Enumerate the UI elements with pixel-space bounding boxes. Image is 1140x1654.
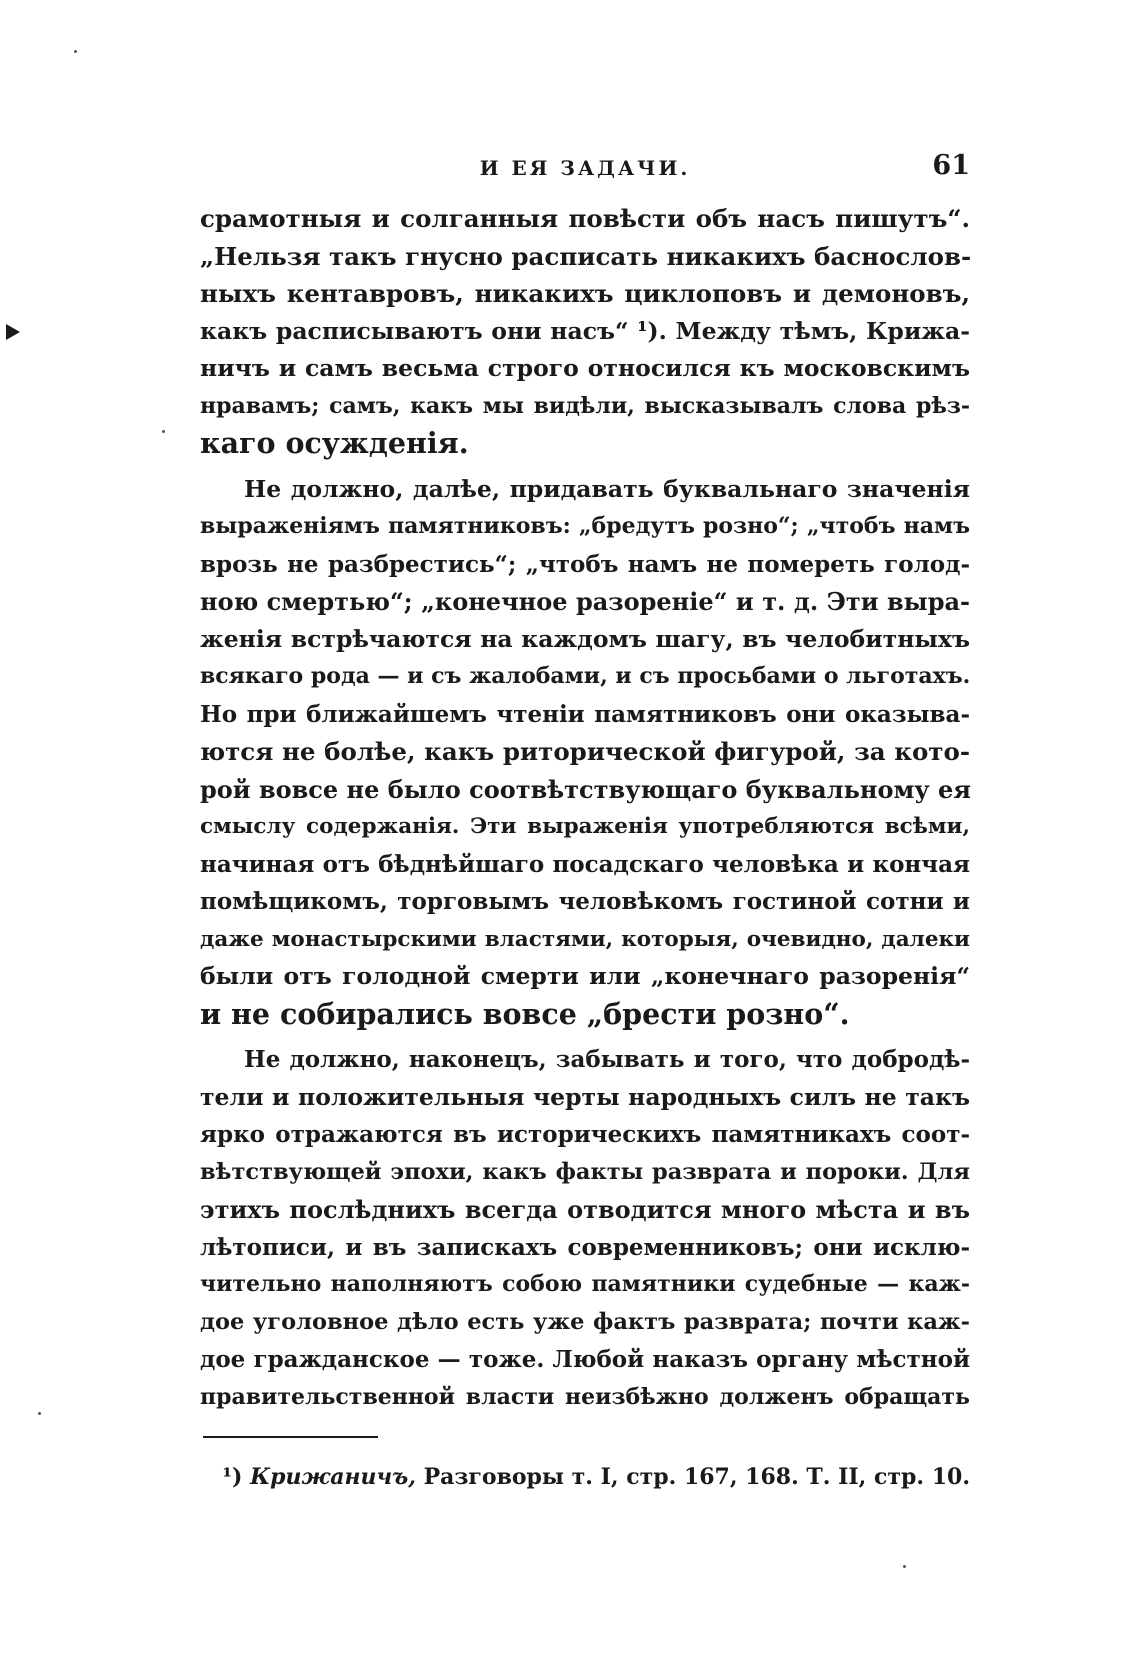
text-line: выраженіямъ памятниковъ: „бредутъ розно“; „чтобъ намъ <box>200 513 970 539</box>
text-line: „Нельзя такъ гнусно расписать никакихъ баснослов- <box>200 241 972 271</box>
footnote-author: Крижаничъ, <box>250 1464 416 1490</box>
text-line: Не должно, наконецъ, забывать и того, что добродѣ- <box>244 1046 970 1073</box>
paragraph <box>200 200 970 463</box>
text-line: ются не болѣе, какъ риторической фигурой, за кото- <box>200 737 970 766</box>
paragraph <box>200 471 970 1034</box>
text-line: чительно наполняютъ собою памятники судебные — каж- <box>200 1271 970 1297</box>
text-line: правительственной власти неизбѣжно долженъ обращать <box>200 1383 970 1410</box>
page-number: 61 <box>932 150 970 181</box>
text-line: ничъ и самъ весьма строго относился къ московскимъ <box>200 354 970 382</box>
margin-arrow-icon <box>6 324 20 340</box>
text-line: дое гражданское — тоже. Любой наказъ органу мѣстной <box>200 1346 970 1373</box>
running-head: И ЕЯ ЗАДАЧИ. <box>479 156 691 180</box>
text-line: какъ расписываютъ они насъ“ ¹). Между тѣмъ, Крижа- <box>200 316 970 345</box>
text-line: ною смертью“; „конечное разореніе“ и т. д. Эти выра- <box>200 587 970 616</box>
text-line: Но при ближайшемъ чтеніи памятниковъ они оказыва- <box>200 700 970 728</box>
text-line: всякаго рода — и съ жалобами, и съ просьбами о льготахъ. <box>200 663 971 689</box>
page-header <box>200 150 970 190</box>
scan-speck <box>74 50 77 53</box>
footnote-text: Разговоры т. I, стр. 167, 168. Т. II, стр. 10. <box>415 1464 970 1490</box>
text-line: ныхъ кентавровъ, никакихъ циклоповъ и демоновъ, <box>200 279 970 308</box>
footnote-marker: ¹) <box>222 1464 243 1490</box>
text-line: лѣтописи, и въ запискахъ современниковъ; они исклю- <box>200 1233 970 1261</box>
text-line: были отъ голодной смерти или „конечнаго разоренія“ <box>200 962 970 990</box>
scan-speck <box>903 1565 906 1568</box>
text-line: врозь не разбрестись“; „чтобъ намъ не помереть голод- <box>200 550 970 578</box>
text-line: помѣщикомъ, торговымъ человѣкомъ гостиной сотни и <box>200 888 970 915</box>
text-line: каго осужденія. <box>200 426 469 460</box>
text-line: вѣтствующей эпохи, какъ факты разврата и пороки. Для <box>200 1158 970 1185</box>
text-line: дое уголовное дѣло есть уже фактъ разврата; почти каж- <box>200 1308 970 1335</box>
text-line: женія встрѣчаются на каждомъ шагу, въ челобитныхъ <box>200 624 970 653</box>
text-line: смыслу содержанія. Эти выраженія употребляются всѣми, <box>200 814 970 839</box>
scan-speck <box>162 430 165 433</box>
footnote-rule <box>203 1436 378 1438</box>
text-line: срамотныя и солганныя повѣсти объ насъ пишутъ“. <box>200 204 970 233</box>
paragraph <box>200 1041 970 1416</box>
text-line: тели и положительныя черты народныхъ силъ не такъ <box>200 1082 970 1111</box>
text-line: нравамъ; самъ, какъ мы видѣли, высказывалъ слова рѣз- <box>200 392 970 419</box>
text-line: ярко отражаются въ историческихъ памятникахъ соот- <box>200 1121 970 1148</box>
text-line: начиная отъ бѣднѣйшаго посадскаго человѣка и кончая <box>200 850 970 878</box>
text-line: Не должно, далѣе, придавать буквальнаго значенія <box>244 474 970 503</box>
body-text <box>200 200 970 1416</box>
text-line: рой вовсе не было соотвѣтствующаго буквальному ея <box>200 774 972 804</box>
text-line: и не собирались вовсе „брести розно“. <box>200 996 850 1031</box>
text-line: даже монастырскими властями, которыя, очевидно, далеки <box>200 926 970 952</box>
footnote <box>200 1462 970 1492</box>
text-line: этихъ послѣднихъ всегда отводится много мѣста и въ <box>200 1195 970 1224</box>
scan-speck <box>38 1412 41 1415</box>
